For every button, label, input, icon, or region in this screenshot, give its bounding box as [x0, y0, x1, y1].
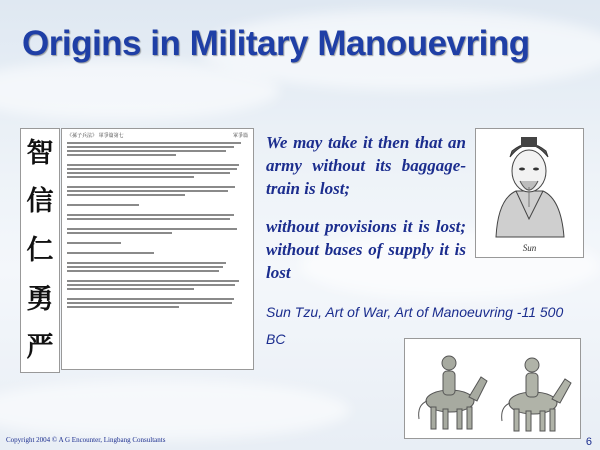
document-text-line — [67, 228, 237, 230]
document-body — [67, 142, 248, 308]
document-text-line — [67, 186, 235, 188]
document-text-line — [67, 266, 223, 268]
document-text-line — [67, 298, 234, 300]
copyright-footer: Copyright 2004 © A G Encounter, Lingbang Consultants — [6, 436, 166, 444]
document-paragraph-gap — [67, 222, 248, 226]
document-text-line — [67, 168, 237, 170]
portrait-drawing — [476, 129, 583, 239]
document-header — [67, 132, 248, 139]
quote-second-part: without provisions it is lost; without bases of supply it is lost — [266, 217, 466, 282]
quote-first-part: We may take it then that an army without its baggage-train is lost; — [266, 133, 466, 198]
document-paragraph-gap — [67, 158, 248, 162]
horse-riders-figurines — [404, 338, 581, 439]
virtue-char: 勇 — [26, 283, 54, 315]
document-text-line — [67, 190, 228, 192]
page-number: 6 — [585, 436, 592, 448]
document-text-line — [67, 204, 139, 206]
document-paragraph-gap — [67, 256, 248, 260]
virtues-column — [20, 128, 60, 373]
document-text-line — [67, 172, 230, 174]
chinese-text-document — [61, 128, 254, 370]
document-paragraph-gap — [67, 198, 248, 202]
document-text-line — [67, 146, 234, 148]
document-text-line — [67, 280, 239, 282]
document-text-line — [67, 302, 232, 304]
document-paragraph-gap — [67, 208, 248, 212]
slide-title: Origins in Military Manouevring — [22, 24, 530, 63]
sun-tzu-portrait — [475, 128, 584, 258]
document-paragraph-gap — [67, 180, 248, 184]
portrait-caption: Sun — [522, 243, 537, 253]
document-heading: 《孫子兵法》 軍爭篇第七 — [67, 133, 124, 139]
quote-attribution: Sun Tzu, Art of War, Art of Manoeuvring -11 500 BC — [266, 304, 564, 347]
document-paragraph-gap — [67, 236, 248, 240]
document-paragraph-gap — [67, 246, 248, 250]
virtue-char: 严 — [26, 332, 54, 364]
document-text-line — [67, 176, 194, 178]
document-text-line — [67, 252, 154, 254]
document-text-line — [67, 262, 226, 264]
document-text-line — [67, 270, 219, 272]
document-text-line — [67, 154, 176, 156]
document-text-line — [67, 194, 185, 196]
virtue-char: 信 — [26, 186, 54, 218]
document-paragraph-gap — [67, 274, 248, 278]
figurines-drawing — [405, 339, 580, 438]
document-paragraph-gap — [67, 292, 248, 296]
document-text-line — [67, 150, 226, 152]
document-text-line — [67, 142, 241, 144]
document-text-line — [67, 232, 172, 234]
document-text-line — [67, 218, 230, 220]
document-text-line — [67, 164, 239, 166]
document-chapter: 軍爭篇 — [232, 133, 248, 139]
virtue-char: 仁 — [26, 234, 54, 266]
document-text-line — [67, 214, 234, 216]
document-text-line — [67, 306, 179, 308]
virtue-char: 智 — [26, 137, 54, 169]
document-text-line — [67, 288, 194, 290]
document-text-line — [67, 242, 121, 244]
document-text-line — [67, 284, 235, 286]
